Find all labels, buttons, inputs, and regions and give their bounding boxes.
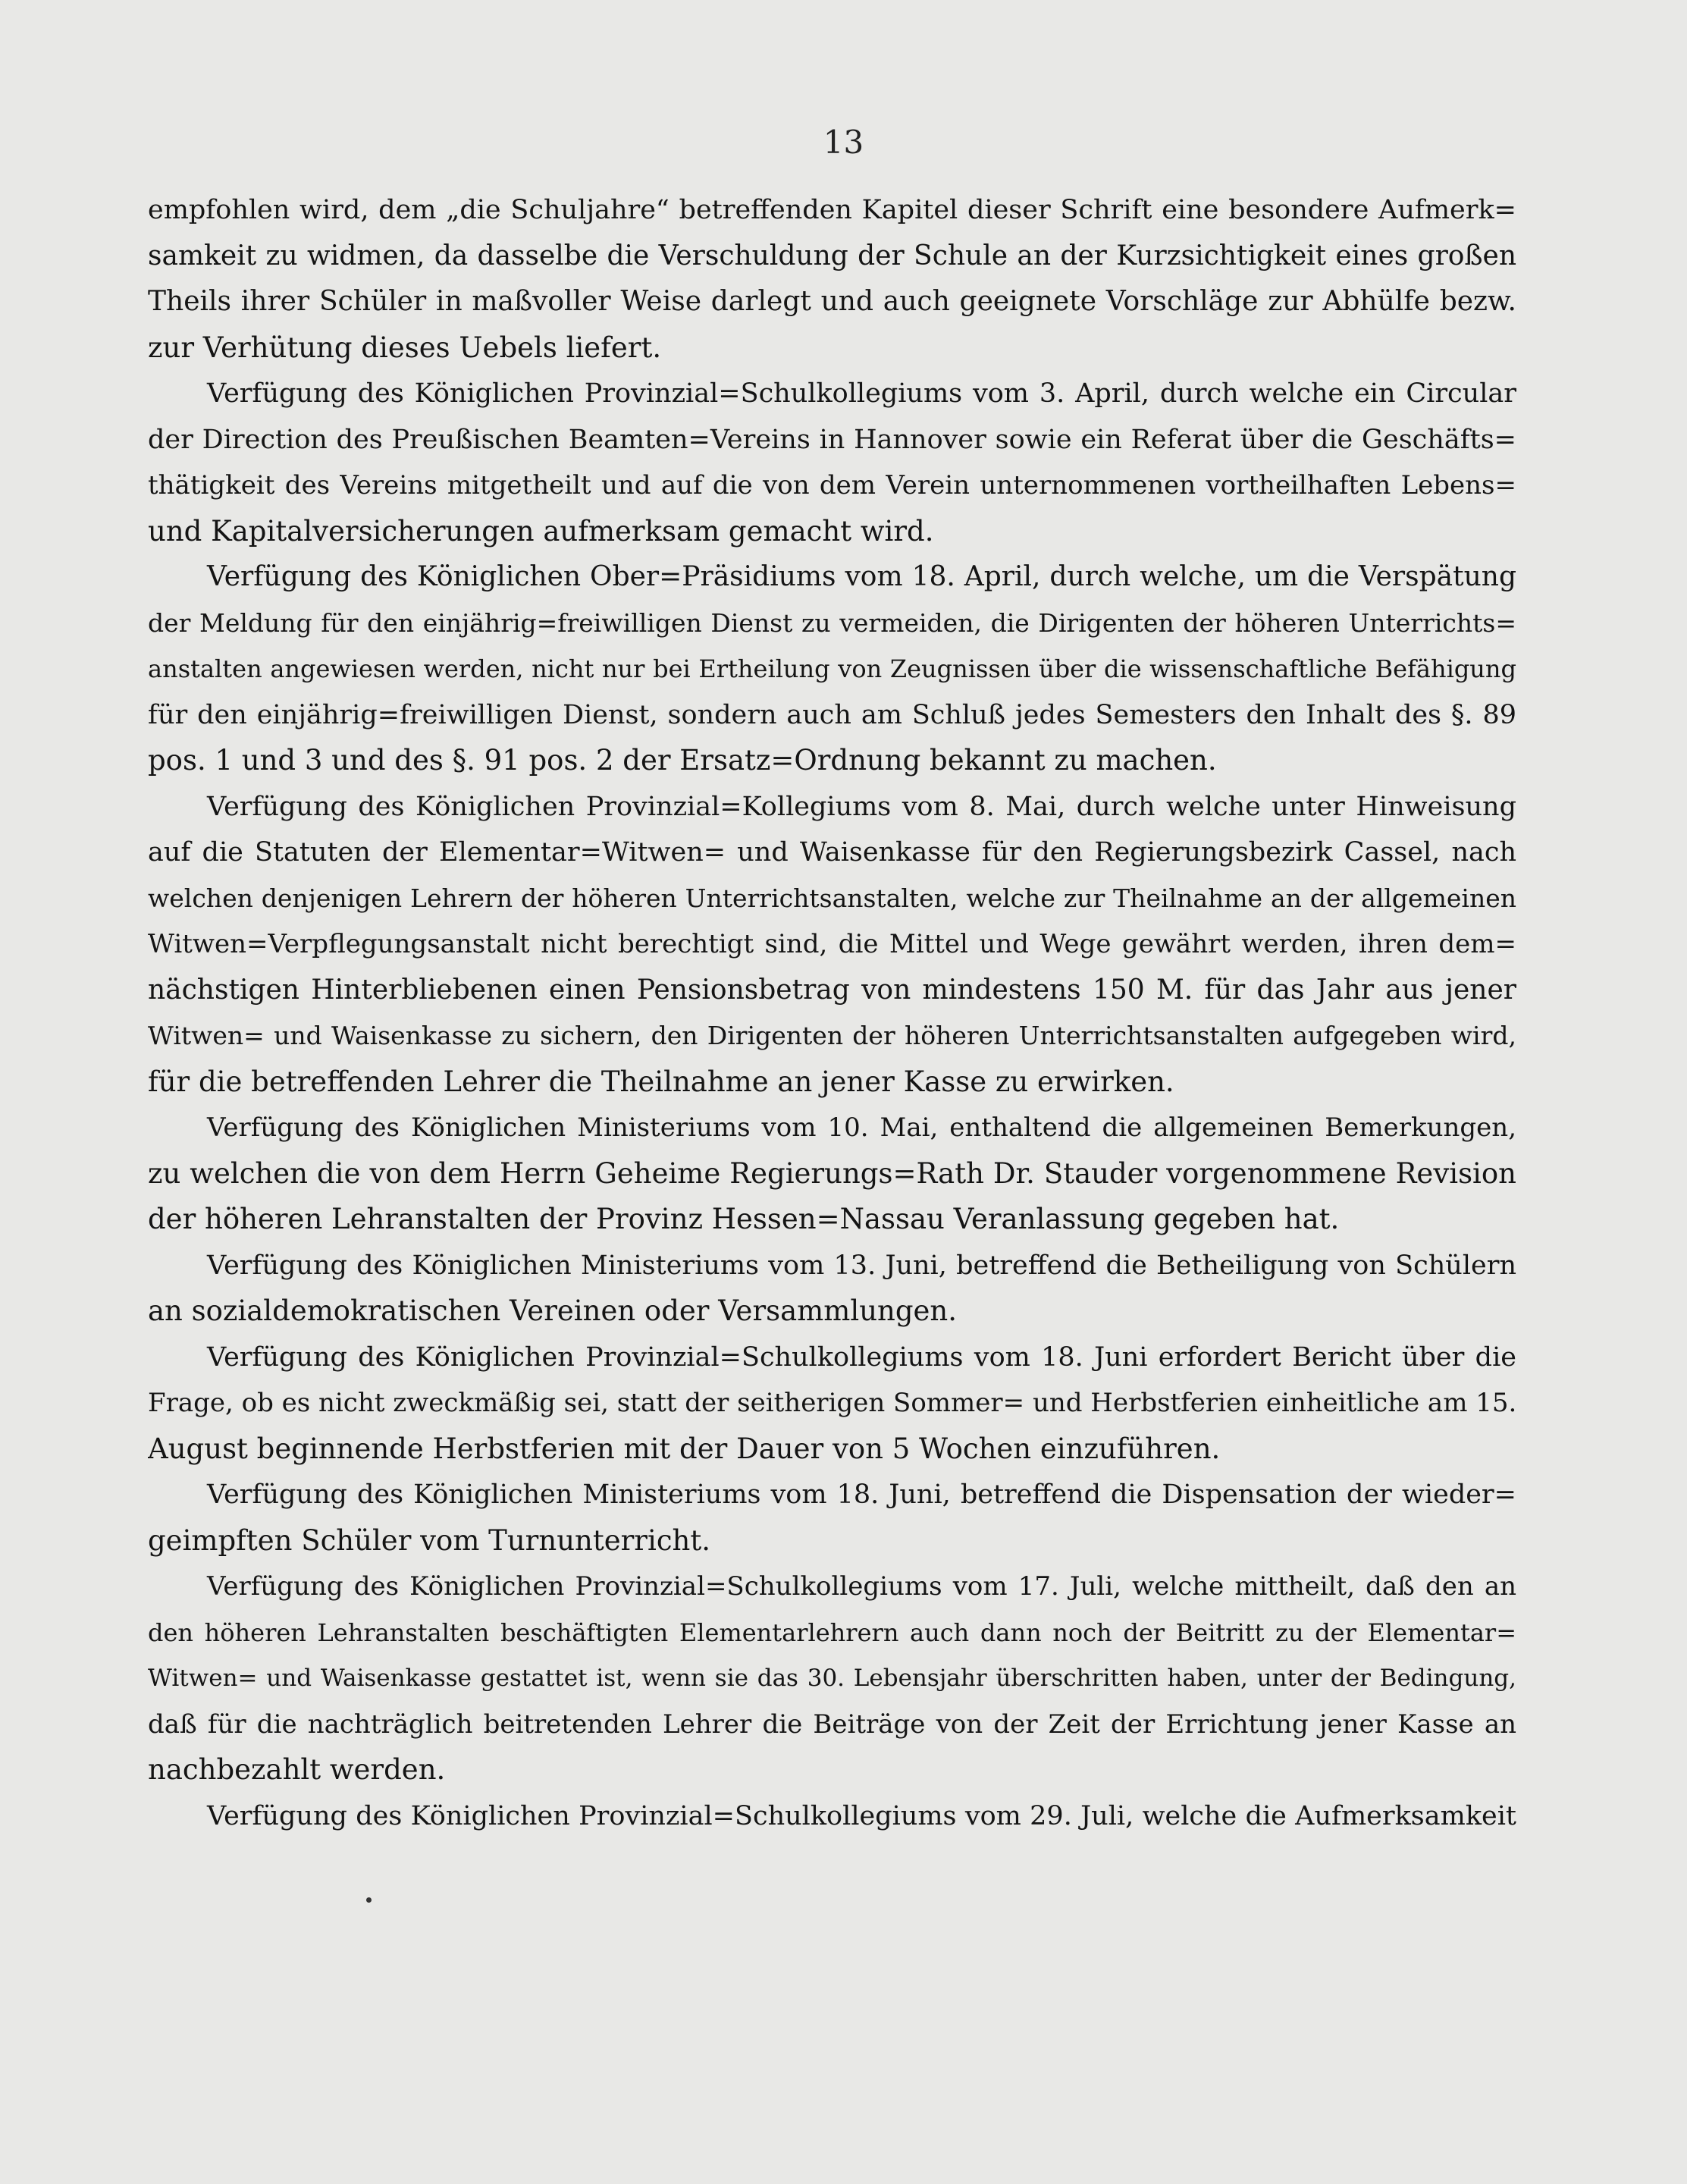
text-line: Verfügung des Königlichen Provinzial=Schulkollegiums vom 29. Juli, welche die Aufmerksamkeit — [207, 1800, 1516, 1831]
text-line: zu welchen die von dem Herrn Geheime Regierungs=Rath Dr. Stauder vorgenommene Revision — [148, 1156, 1516, 1190]
text-line: Verfügung des Königlichen Ober=Präsidiums vom 18. April, durch welche, um die Verspätung — [207, 561, 1516, 592]
text-line: Verfügung des Königlichen Ministeriums vom 10. Mai, enthaltend die allgemeinen Bemerkungen, — [207, 1112, 1516, 1143]
text-line: der Meldung für den einjährig=freiwilligen Dienst zu vermeiden, die Dirigenten der höheren Unterrichts= — [148, 607, 1516, 638]
text-line: Verfügung des Königlichen Provinzial=Kollegiums vom 8. Mai, durch welche unter Hinweisung — [207, 791, 1516, 822]
text-line: nachbezahlt werden. — [148, 1753, 446, 1786]
paragraph — [148, 1793, 1516, 1840]
text-line: Verfügung des Königlichen Ministeriums vom 13. Juni, betreffend die Betheiligung von Schülern — [207, 1250, 1516, 1281]
body-text — [148, 187, 1516, 1839]
text-line: welchen denjenigen Lehrern der höheren Unterrichtsanstalten, welche zur Theilnahme an der allgemeinen — [148, 883, 1516, 913]
paragraph — [148, 371, 1516, 554]
text-line: Verfügung des Königlichen Provinzial=Schulkollegiums vom 17. Juli, welche mittheilt, daß den an — [207, 1571, 1516, 1602]
text-line: samkeit zu widmen, da dasselbe die Verschuldung der Schule an der Kurzsichtigkeit eines großen — [148, 240, 1516, 271]
text-line: Verfügung des Königlichen Provinzial=Schulkollegiums vom 18. Juni erfordert Bericht über die — [207, 1341, 1516, 1373]
text-line: August beginnende Herbstferien mit der Dauer von 5 Wochen einzuführen. — [148, 1432, 1221, 1465]
text-line: und Kapitalversicherungen aufmerksam gemacht wird. — [148, 514, 934, 548]
text-line: für den einjährig=freiwilligen Dienst, sondern auch am Schluß jedes Semesters den Inhalt des §. 89 — [148, 699, 1516, 730]
text-line: Verfügung des Königlichen Provinzial=Schulkollegiums vom 3. April, durch welche ein Circular — [207, 378, 1516, 409]
text-line: für die betreffenden Lehrer die Theilnahme an jener Kasse zu erwirken. — [148, 1065, 1174, 1098]
page-number: 13 — [823, 124, 864, 161]
paragraph — [148, 1243, 1516, 1335]
text-line: auf die Statuten der Elementar=Witwen= und Waisenkasse für den Regierungsbezirk Cassel, nach — [148, 837, 1516, 868]
text-line: Verfügung des Königlichen Ministeriums vom 18. Juni, betreffend die Dispensation der wieder= — [207, 1480, 1516, 1510]
text-line: Witwen= und Waisenkasse gestattet ist, wenn sie das 30. Lebensjahr überschritten haben, unter der Bedingung, — [148, 1665, 1516, 1692]
text-line: daß für die nachträglich beitretenden Lehrer die Beiträge von der Zeit der Errichtung jener Kasse an — [148, 1709, 1516, 1740]
text-line: nächstigen Hinterbliebenen einen Pensionsbetrag von mindestens 150 M. für das Jahr aus jener — [148, 974, 1516, 1006]
text-line: Witwen= und Waisenkasse zu sichern, den Dirigenten der höheren Unterrichtsanstalten aufgegeben wird, — [148, 1021, 1516, 1050]
text-line: Theils ihrer Schüler in maßvoller Weise darlegt und auch geeignete Vorschläge zur Abhülfe bezw. — [148, 286, 1516, 317]
text-line: empfohlen wird, dem „die Schuljahre“ betreffenden Kapitel dieser Schrift eine besondere Aufmerk= — [148, 195, 1516, 225]
text-line: den höheren Lehranstalten beschäftigten Elementarlehrern auch dann noch der Beitritt zu der Elementar= — [148, 1618, 1516, 1647]
paragraph — [148, 1335, 1516, 1473]
paragraph — [148, 187, 1516, 371]
text-line: anstalten angewiesen werden, nicht nur bei Ertheilung von Zeugnissen über die wissenschaftliche Befähigung — [148, 654, 1516, 683]
text-line: pos. 1 und 3 und des §. 91 pos. 2 der Ersatz=Ordnung bekannt zu machen. — [148, 744, 1217, 777]
text-line: der Direction des Preußischen Beamten=Vereins in Hannover sowie ein Referat über die Geschäfts= — [148, 424, 1516, 455]
paragraph — [148, 1472, 1516, 1564]
paragraph — [148, 1564, 1516, 1793]
text-line: thätigkeit des Vereins mitgetheilt und auf die von dem Verein unternommenen vortheilhaften Lebens= — [148, 470, 1516, 500]
paragraph — [148, 784, 1516, 1106]
paragraph — [148, 1105, 1516, 1243]
text-line: zur Verhütung dieses Uebels liefert. — [148, 331, 662, 364]
text-line: der höheren Lehranstalten der Provinz Hessen=Nassau Veranlassung gegeben hat. — [148, 1203, 1340, 1235]
text-line: Witwen=Verpflegungsanstalt nicht berechtigt sind, die Mittel und Wege gewährt werden, ihren dem= — [148, 929, 1516, 959]
paragraph — [148, 554, 1516, 784]
ink-speck — [366, 1897, 372, 1903]
text-line: an sozialdemokratischen Vereinen oder Versammlungen. — [148, 1294, 958, 1327]
text-line: Frage, ob es nicht zweckmäßig sei, statt der seitherigen Sommer= und Herbstferien einheitliche am 15. — [148, 1388, 1516, 1418]
text-line: geimpften Schüler vom Turnunterricht. — [148, 1523, 711, 1557]
